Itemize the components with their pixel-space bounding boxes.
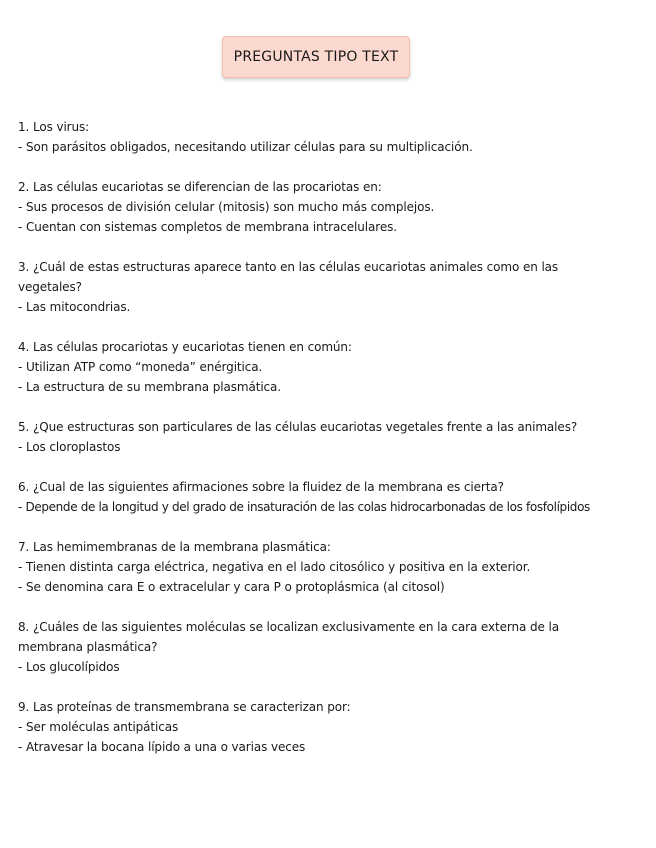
question-list bbox=[18, 117, 646, 777]
answer-text: - Ser moléculas antipáticas bbox=[18, 720, 179, 734]
question-7 bbox=[18, 537, 646, 597]
question-text: 1. Los virus: bbox=[18, 120, 90, 134]
answer-text: - La estructura de su membrana plasmática. bbox=[18, 380, 282, 394]
question-text: 5. ¿Que estructuras son particulares de las células eucariotas vegetales frente a las animales? bbox=[18, 420, 578, 434]
question-text: 2. Las células eucariotas se diferencian de las procariotas en: bbox=[18, 180, 382, 194]
question-6 bbox=[18, 477, 646, 517]
question-3 bbox=[18, 257, 646, 317]
question-1 bbox=[18, 117, 646, 157]
page-title: PREGUNTAS TIPO TEXT bbox=[233, 49, 399, 65]
answer-text: - Sus procesos de división celular (mitosis) son mucho más complejos. bbox=[18, 200, 435, 214]
answer-text: - Se denomina cara E o extracelular y cara P o protoplásmica (al citosol) bbox=[18, 580, 445, 594]
answer-text: - Cuentan con sistemas completos de membrana intracelulares. bbox=[18, 220, 397, 234]
question-text: 7. Las hemimembranas de la membrana plasmática: bbox=[18, 540, 331, 554]
question-9 bbox=[18, 697, 646, 757]
question-text: 6. ¿Cual de las siguientes afirmaciones sobre la fluidez de la membrana es cierta? bbox=[18, 480, 504, 494]
question-text: 3. ¿Cuál de estas estructuras aparece tanto en las células eucariotas animales como en las vegetales? bbox=[18, 260, 559, 294]
question-8 bbox=[18, 617, 646, 677]
question-text: 4. Las células procariotas y eucariotas tienen en común: bbox=[18, 340, 352, 354]
question-text: 9. Las proteínas de transmembrana se caracterizan por: bbox=[18, 700, 351, 714]
answer-text: - Son parásitos obligados, necesitando utilizar células para su multiplicación. bbox=[18, 140, 473, 154]
question-text: 8. ¿Cuáles de las siguientes moléculas se localizan exclusivamente en la cara externa de la membrana plasmática? bbox=[18, 620, 559, 654]
answer-text: - Los glucolípidos bbox=[18, 660, 120, 674]
answer-text: - Atravesar la bocana lípido a una o varias veces bbox=[18, 740, 306, 754]
question-2 bbox=[18, 177, 646, 237]
answer-text: - Los cloroplastos bbox=[18, 440, 121, 454]
answer-text: - Las mitocondrias. bbox=[18, 300, 131, 314]
title-box bbox=[222, 36, 410, 78]
answer-text: - Depende de la longitud y del grado de insaturación de las colas hidrocarbonadas de los fosfolípidos bbox=[18, 500, 590, 514]
question-4 bbox=[18, 337, 646, 397]
answer-text: - Utilizan ATP como “moneda” enérgitica. bbox=[18, 360, 263, 374]
answer-text: - Tienen distinta carga eléctrica, negativa en el lado citosólico y positiva en la exterior. bbox=[18, 560, 531, 574]
question-5 bbox=[18, 417, 646, 457]
